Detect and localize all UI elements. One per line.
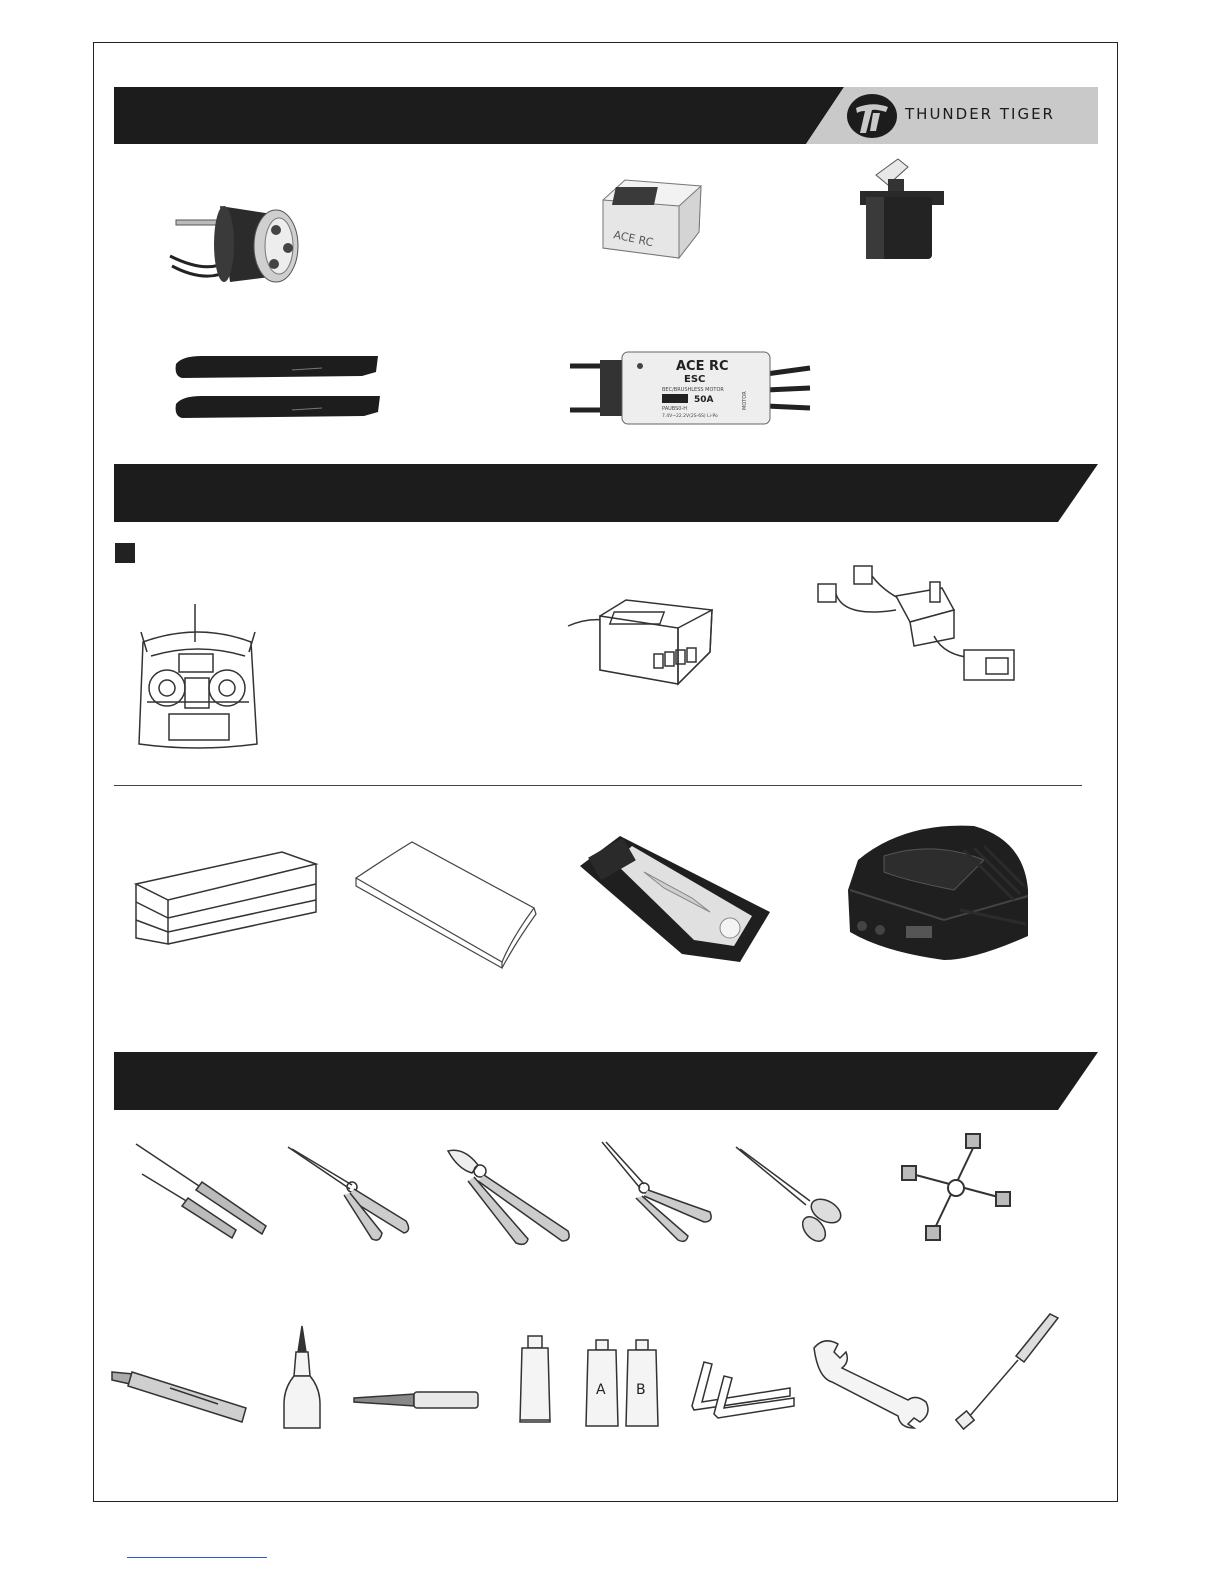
file-icon	[352, 1388, 482, 1412]
main-rotor-blades-icon	[172, 352, 387, 424]
section-divider	[114, 785, 1082, 786]
switch-harness-icon	[814, 562, 1024, 692]
nut-driver-icon	[954, 1314, 1064, 1432]
transmitter-icon	[133, 602, 263, 752]
brand-name: THUNDER TIGER	[905, 105, 1055, 123]
screwdrivers-icon	[132, 1140, 272, 1240]
battery-tray-icon	[574, 832, 774, 967]
diagonal-cutters-icon	[444, 1145, 574, 1245]
lipo-battery-icon	[132, 848, 322, 948]
receiver-icon	[566, 596, 716, 691]
long-nose-pliers-icon	[600, 1140, 715, 1245]
esc-brand: ACE RC	[676, 359, 729, 374]
open-wrench-icon	[810, 1338, 935, 1428]
footer-link-underline[interactable]	[127, 1557, 267, 1558]
esc-spec: 7.4V~22.2V(2S-6S) Li-Po	[662, 414, 718, 419]
micro-servo-icon	[852, 157, 947, 267]
checkbox-icon	[115, 543, 135, 563]
esc-rating: 50A	[694, 395, 714, 405]
scissors-icon	[734, 1145, 854, 1245]
hobby-knife-icon	[110, 1364, 250, 1434]
esc-model: PAUBS0-H	[662, 406, 688, 412]
receiver-module-icon	[597, 172, 707, 267]
grease-tube-icon	[516, 1334, 556, 1430]
required-items-header-band	[114, 464, 1098, 522]
epoxy-label-b: B	[636, 1382, 646, 1398]
epoxy-icon	[586, 1338, 666, 1430]
tools-header-band	[114, 1052, 1098, 1110]
esc-type: ESC	[684, 374, 706, 385]
cross-wrench-icon	[898, 1132, 1013, 1247]
brushless-motor-icon	[166, 196, 316, 296]
foam-pad-icon	[352, 838, 542, 968]
hex-keys-icon	[690, 1360, 800, 1420]
charger-icon	[844, 820, 1034, 965]
needle-nose-pliers-icon	[286, 1145, 416, 1245]
esc-side: MOTOR	[742, 391, 748, 410]
esc-line: BEC/BRUSHLESS MOTOR	[662, 387, 724, 393]
receiver-label: ACE RC	[612, 228, 655, 250]
glue-bottle-icon	[282, 1324, 324, 1434]
thunder-tiger-logo-icon	[846, 93, 898, 139]
esc-icon	[570, 346, 815, 428]
epoxy-label-a: A	[596, 1382, 606, 1398]
